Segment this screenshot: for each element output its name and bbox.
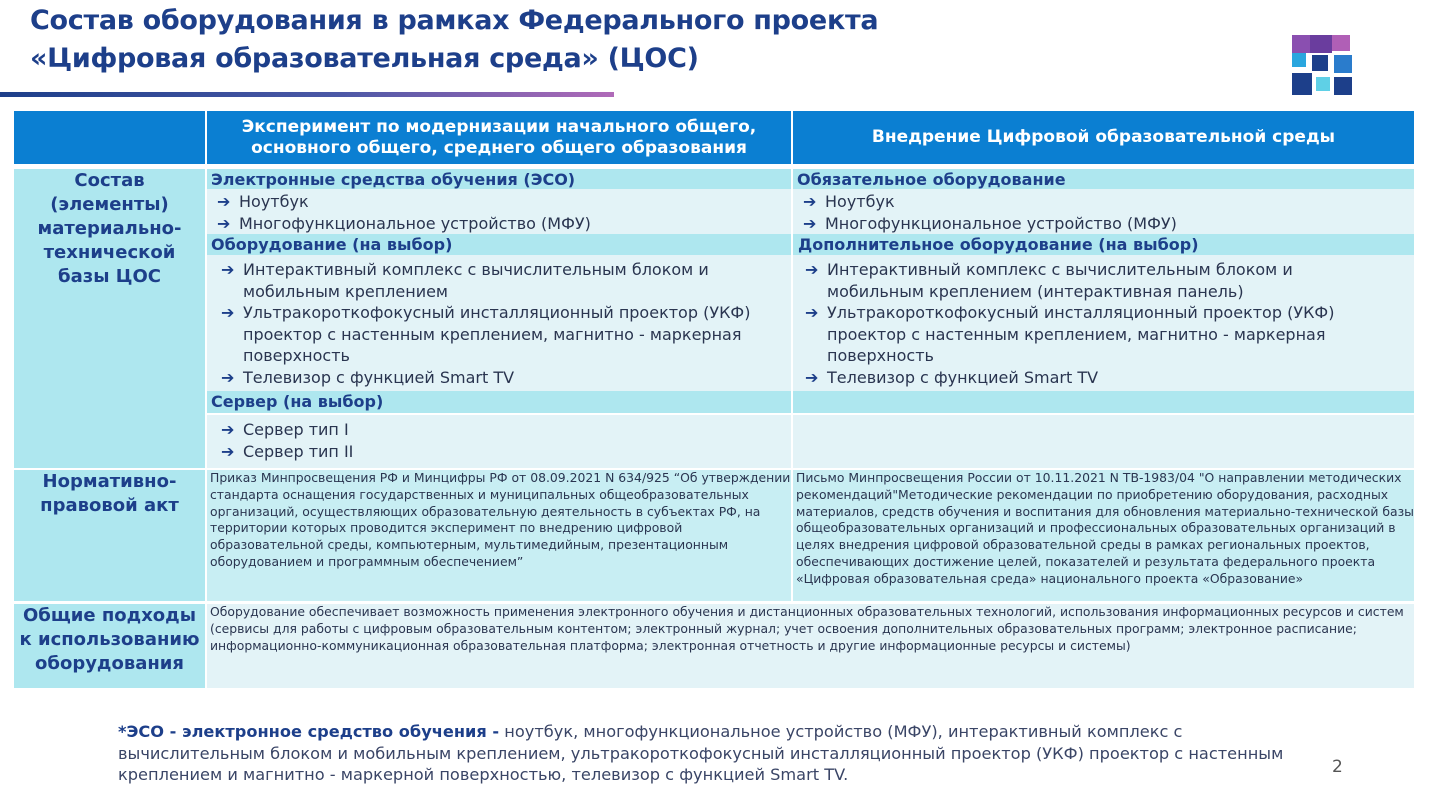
list-item-text: Телевизор с функцией Smart TV [827,367,1099,387]
left-eso-title: Электронные средства обучения (ЭСО) [207,169,791,189]
list-item [221,419,791,441]
list-item [217,213,791,235]
arrow-right-icon: ➔ [221,303,235,322]
list-item-text: Многофункциональное устройство (МФУ) [825,213,1177,233]
list-item-text: Многофункциональное устройство (МФУ) [239,213,591,233]
right-additional-list [793,255,1414,391]
list-item [221,367,771,389]
list-item-text: Ноутбук [239,192,309,211]
right-normative-text: Письмо Минпросвещения России от 10.11.2021 N ТВ-1983/04 "О направлении методических рекомендаций"Методические рекомендации по приобретению оборудования, расходных материалов, средств обучения и воспитания для обновления материально-технической базы общеобразовательных организаций и профессиональных образовательных организаций в целях внедрения цифровой образовательной среды в рамках региональных проектов, обеспечивающих достижение целей, показателей и результата федерального проекта «Цифровая образовательная среда» национального проекта «Образование» [793,470,1414,601]
header-implementation-label: Внедрение Цифровой образовательной среды [871,127,1336,147]
header-experiment-label: Эксперимент по модернизации начального общего, основного общего, среднего общего образования [241,116,757,158]
arrow-right-icon: ➔ [221,367,235,387]
arrow-right-icon: ➔ [221,260,235,279]
arrow-right-icon: ➔ [803,192,817,211]
list-item [221,441,791,463]
title-line-2: «Цифровая образовательная среда» (ЦОС) [30,43,699,74]
rowhead-composition [14,169,205,468]
left-eso-list [207,189,791,234]
list-item [221,302,771,367]
right-required-title: Обязательное оборудование [793,169,1414,189]
list-item-text: Телевизор с функцией Smart TV [243,367,515,387]
list-item [805,259,1392,302]
rowhead-approaches-label: Общие подходы к использованию оборудования [19,605,200,674]
list-item-text: Сервер тип I [243,420,349,439]
right-empty-cell [793,415,1414,468]
footnote [118,721,1298,786]
list-item [803,213,1414,235]
list-item [217,191,791,213]
list-item-text: Интерактивный комплекс с вычислительным блоком и мобильным креплением [243,260,709,301]
list-item-text: Интерактивный комплекс с вычислительным блоком и мобильным креплением (интерактивная панель) [827,260,1293,301]
list-item-text: Ультракороткофокусный инсталляционный проектор (УКФ) проектор с настенным креплением, магнитно - маркерная поверхность [243,303,751,365]
arrow-right-icon: ➔ [217,192,231,211]
header-corner-cell [14,111,205,164]
footnote-text: ноутбук, многофункциональное устройство (МФУ), интерактивный комплекс с вычислительным блоком и мобильным креплением, ультракороткофокусный инсталляционный проектор (УКФ) проектор с настенным креплением и магнитно - маркерной поверхностью, телевизор с функцией Smart TV. [118,722,1284,784]
left-optional-title: Оборудование (на выбор) [207,234,791,255]
list-item [805,367,1392,389]
rowhead-composition-label: Состав (элементы) материально-технической базы ЦОС [37,170,182,287]
equipment-table [14,111,1414,689]
page-number: 2 [1332,757,1343,777]
right-required-list [793,189,1414,234]
rowhead-normative-label: Нормативно-правовой акт [40,471,179,516]
left-normative-text: Приказ Минпросвещения РФ и Минцифры РФ от 08.09.2021 N 634/925 “Об утверждении стандарта оснащения государственных и муниципальных общеобразовательных организаций, осуществляющих образовательную деятельность в субъектах РФ, на территории которых проводится эксперимент по внедрению цифровой образовательной среды, компьютерным, мультимедийным, презентационным оборудованием и программным обеспечением” [207,470,791,601]
header-experiment [207,111,791,164]
approaches-text: Оборудование обеспечивает возможность применения электронного обучения и дистанционных образовательных технологий, использования информационных ресурсов и систем (сервисы для работы с цифровым образовательным контентом; электронный журнал; учет освоения дополнительных образовательных программ; электронное расписание; информационно-коммуникационная образовательная платформа; электронная отчетность и другие информационные ресурсы и системы) [207,604,1414,688]
title-line-1: Состав оборудования в рамках Федерального проекта [30,5,879,36]
cos-logo-icon [1290,33,1354,97]
left-server-title: Сервер (на выбор) [207,391,791,413]
list-item-text: Ультракороткофокусный инсталляционный проектор (УКФ) проектор с настенным креплением, магнитно - маркерная поверхность [827,303,1335,365]
title-underline [0,92,614,97]
left-server-list [207,415,791,468]
arrow-right-icon: ➔ [221,420,235,439]
footnote-term: *ЭСО - электронное средство обучения - [118,722,500,741]
left-optional-list [207,255,791,391]
arrow-right-icon: ➔ [805,260,819,279]
arrow-right-icon: ➔ [805,367,819,387]
right-additional-title: Дополнительное оборудование (на выбор) [793,234,1414,255]
page-title [30,2,1030,78]
right-empty-title [793,391,1414,413]
list-item-text: Ноутбук [825,192,895,211]
list-item [221,259,771,302]
arrow-right-icon: ➔ [221,441,235,461]
arrow-right-icon: ➔ [805,303,819,322]
rowhead-approaches [14,604,205,688]
arrow-right-icon: ➔ [803,213,817,233]
header-implementation [793,111,1414,164]
list-item [803,191,1414,213]
arrow-right-icon: ➔ [217,213,231,233]
list-item [805,302,1392,367]
list-item-text: Сервер тип II [243,441,354,461]
rowhead-normative [14,470,205,601]
